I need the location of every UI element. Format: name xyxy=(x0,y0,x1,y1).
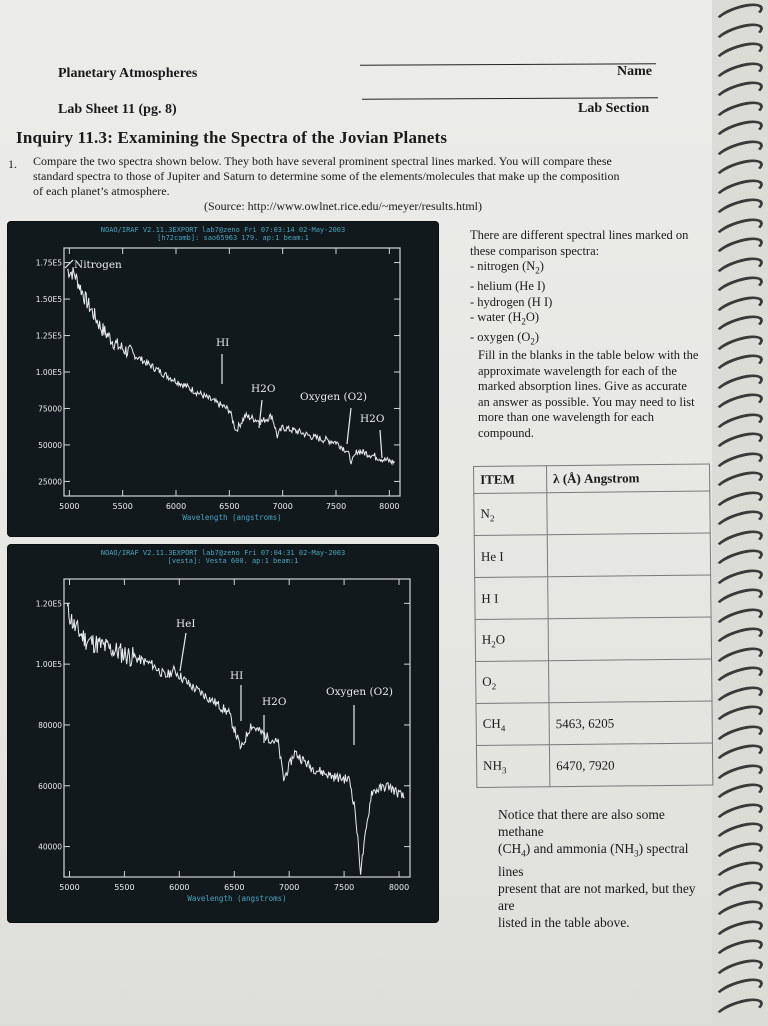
x-axis-label: Wavelength (angstroms) xyxy=(182,513,282,522)
spectrum-chart-2 xyxy=(8,545,438,922)
annotation-marker xyxy=(380,430,382,458)
notice-line: listed in the table above. xyxy=(498,914,630,930)
table-header-row xyxy=(474,464,710,493)
wavelength-input-o2[interactable] xyxy=(549,659,712,703)
plot-frame xyxy=(64,579,410,877)
wavelength-input-h2o[interactable] xyxy=(548,617,711,661)
item-h2o: $H_2O$ xyxy=(475,619,548,662)
spectrum-chart-1 xyxy=(8,222,438,536)
instruction-line: Fill in the blanks in the table below with the xyxy=(478,348,699,362)
instruction-line: an answer as possible. You may need to list xyxy=(478,394,695,409)
chart-header-text: [vesta]: Vesta 600. ap:1 beam:1 xyxy=(167,557,299,565)
notice-line: present that are not marked, but they are xyxy=(498,880,696,913)
lab-sheet-label: Lab Sheet 11 (pg. 8) xyxy=(58,102,177,117)
x-axis-label: Wavelength (angstroms) xyxy=(187,894,287,903)
source-citation: (Source: http://www.owlnet.rice.edu/~meyer/results.html) xyxy=(204,199,482,213)
annotation-label: HI xyxy=(230,670,244,682)
chart-header-text: NOAO/IRAF V2.11.3EXPORT lab7@zeno Fri 07:04:31 02-May-2003 xyxy=(100,549,346,557)
chart-header-text: [h72comb]: sao65963 179. ap:1 beam:1 xyxy=(157,234,309,242)
x-tick-label: 7500 xyxy=(325,502,347,511)
intro-line: - hydrogen (H I) xyxy=(470,294,553,309)
y-tick-label: 1.50E5 xyxy=(35,295,62,305)
y-tick-label: 60000 xyxy=(38,781,62,791)
x-tick-label: 8000 xyxy=(388,883,410,892)
spectrum-plot-svg xyxy=(8,222,438,536)
annotation-marker xyxy=(180,633,186,671)
y-tick-label: 1.25E5 xyxy=(35,331,62,341)
chart-header-text: NOAO/IRAF V2.11.3EXPORT lab7@zeno Fri 07:03:14 02-May-2003 xyxy=(100,226,346,234)
instruction-line: marked absorption lines. Give as accurate xyxy=(478,379,687,393)
question-line: standard spectra to those of Jupiter and Saturn to determine some of the elements/molecules that make up the composition xyxy=(33,169,620,183)
x-tick-label: 5000 xyxy=(59,883,80,892)
x-tick-label: 5000 xyxy=(59,502,80,511)
y-tick-label: 1.20E5 xyxy=(35,599,62,609)
table-row xyxy=(474,533,710,577)
x-tick-label: 6500 xyxy=(224,883,245,892)
y-tick-label: 40000 xyxy=(38,842,62,852)
instruction-line: compound. xyxy=(478,425,534,440)
x-tick-label: 7000 xyxy=(272,502,293,511)
inquiry-title: Inquiry 11.3: Examining the Spectra of the Jovian Planets xyxy=(16,128,448,147)
intro-line: There are different spectral lines marked on xyxy=(470,228,689,242)
y-tick-label: 25000 xyxy=(38,477,62,487)
table-instructions xyxy=(478,348,698,441)
spectral-line-annotation xyxy=(262,696,287,743)
annotation-marker xyxy=(347,408,351,444)
annotation-label: Nitrogen xyxy=(74,259,122,271)
spiral-binding xyxy=(708,0,768,1024)
table-row xyxy=(474,491,710,535)
wavelength-input-n2[interactable] xyxy=(547,491,710,535)
course-title: Planetary Atmospheres xyxy=(58,66,198,81)
x-tick-label: 5500 xyxy=(114,883,135,892)
spectrum-plot-svg xyxy=(8,545,438,922)
x-tick-label: 6500 xyxy=(219,502,240,511)
wavelength-table xyxy=(473,464,713,788)
table-row xyxy=(475,575,711,619)
y-tick-label: 50000 xyxy=(38,440,62,450)
intro-item-water: - water $(H_2O)$ xyxy=(470,310,540,327)
x-tick-label: 6000 xyxy=(169,883,190,892)
item-n2: $N_2$ xyxy=(474,493,547,536)
spectral-line-annotation xyxy=(230,670,243,721)
question-line: Compare the two spectra shown below. They both have several prominent spectral lines marked. You will compare these xyxy=(33,154,612,168)
x-tick-label: 7500 xyxy=(333,883,355,892)
annotation-label: H2O xyxy=(262,696,287,708)
item-he-i: He I xyxy=(474,535,547,578)
annotation-label: H2O xyxy=(251,383,276,395)
intro-line: - helium (He I) xyxy=(470,279,546,293)
spectrum-series-line xyxy=(67,267,395,464)
question-number: 1. xyxy=(8,157,17,171)
unmarked-lines-notice xyxy=(498,806,712,931)
y-tick-label: 80000 xyxy=(38,720,62,730)
intro-item-oxygen: - oxygen $(O_2)$ xyxy=(470,330,540,347)
annotation-label: HeI xyxy=(176,618,196,630)
y-tick-label: 1.75E5 xyxy=(35,258,62,268)
wavelength-input-h-i[interactable] xyxy=(548,575,711,619)
item-o2: $O_2$ xyxy=(476,661,549,704)
y-tick-label: 1.00E5 xyxy=(35,660,62,670)
item-h-i: H I xyxy=(475,577,548,620)
x-tick-label: 8000 xyxy=(379,502,400,511)
x-tick-label: 6000 xyxy=(165,502,187,511)
annotation-marker xyxy=(65,260,73,268)
annotation-label: HI xyxy=(216,337,230,349)
question-text xyxy=(33,154,703,199)
comparison-lines-intro xyxy=(470,228,688,350)
table-row xyxy=(476,659,712,703)
spectral-line-annotation xyxy=(65,259,122,271)
x-tick-label: 5500 xyxy=(112,502,133,511)
annotation-label: Oxygen (O2) xyxy=(326,686,393,698)
table-row xyxy=(476,743,712,787)
item-column-header: ITEM xyxy=(474,466,547,494)
name-line[interactable] xyxy=(360,63,656,66)
notice-line-methane: $(CH_4)$ and ammonia $(NH_3)$ spectral lines xyxy=(498,841,689,879)
table-row xyxy=(476,701,712,745)
spectral-line-annotation xyxy=(176,618,196,671)
wavelength-column-header: λ (Å) Angstrom xyxy=(547,464,710,493)
annotation-label: H2O xyxy=(360,413,385,425)
item-nh3: $NH_3$ xyxy=(476,745,549,788)
notice-line: Notice that there are also some methane xyxy=(498,807,665,839)
wavelength-nh3[interactable]: 6470, 7920 xyxy=(549,743,712,787)
y-tick-label: 1.00E5 xyxy=(35,368,62,377)
instruction-line: more than one wavelength for each xyxy=(478,410,654,424)
item-ch4: $CH_4$ xyxy=(476,703,549,746)
y-tick-label: 75000 xyxy=(38,404,62,414)
spectral-line-annotation xyxy=(326,686,393,745)
name-label: Name xyxy=(617,64,652,79)
question-line: of each planet’s atmosphere. xyxy=(33,184,170,198)
wavelength-ch4[interactable]: 5463, 6205 xyxy=(549,701,712,745)
intro-item-nitrogen: - nitrogen $(N_2)$ xyxy=(470,259,544,276)
x-tick-label: 7000 xyxy=(278,883,300,892)
wavelength-input-he-i[interactable] xyxy=(547,533,710,577)
intro-line: these comparison spectra: xyxy=(470,243,600,258)
spectral-line-annotation xyxy=(216,337,229,384)
instruction-line: approximate wavelength for each of the xyxy=(478,363,677,378)
annotation-label: Oxygen (O2) xyxy=(300,391,367,403)
table-row xyxy=(475,617,711,661)
lab-section-label: Lab Section xyxy=(578,101,650,116)
section-line[interactable] xyxy=(362,97,658,100)
